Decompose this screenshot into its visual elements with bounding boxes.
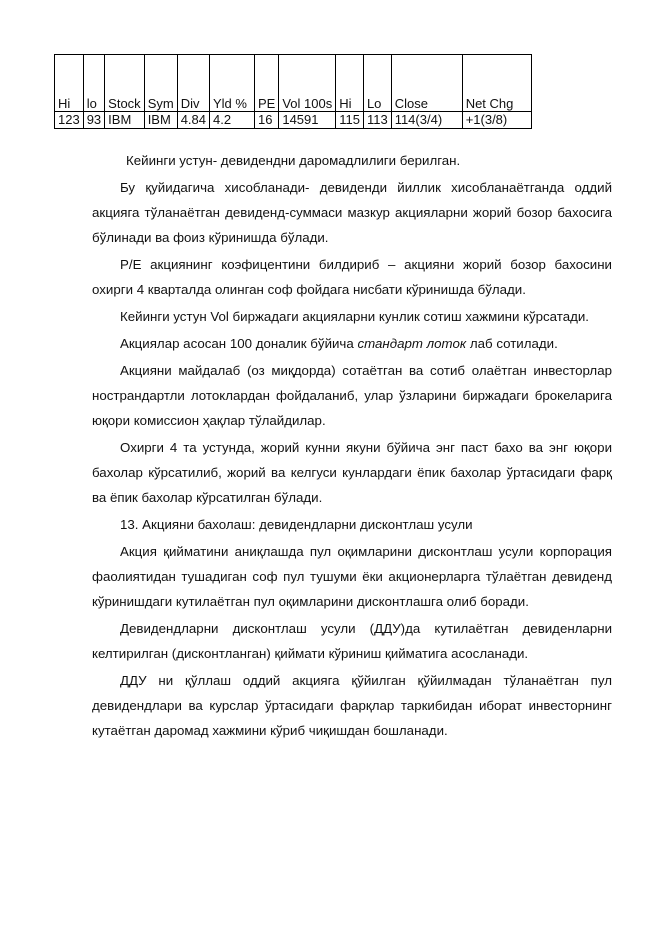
paragraph-last-columns: Охирги 4 та устунда, жорий кунни якуни бўйича энг паст бахо ва энг юқори бахолар кўрсатилиб, жорий ва келгуси кунлардаги ёпик бахолар ўртасидаги фарқ ва ёпик бахолар кўрсатилган бўлади. bbox=[92, 440, 612, 505]
col-header-yld: Yld % bbox=[210, 55, 255, 112]
paragraph-volume: Кейинги устун Vol биржадаги акцияларни кунлик сотиш хажмини кўрсатади. bbox=[120, 309, 589, 324]
col-header-div: Div bbox=[177, 55, 209, 112]
paragraph-pe-ratio: Р/Е акциянинг коэфицентини билдириб – акцияни жорий бозор бахосини охирги 4 кварталда олинган соф фойдага нисбати кўринишда бўлади. bbox=[92, 257, 612, 297]
table-cell: 16 bbox=[255, 112, 279, 129]
paragraph-dividend-yield: Кейинги устун- девидендни даромадлилиги берилган. bbox=[126, 153, 461, 168]
table-cell: IBM bbox=[144, 112, 177, 129]
table-cell: 4.2 bbox=[210, 112, 255, 129]
table-cell: 93 bbox=[83, 112, 104, 129]
col-header-vol: Vol 100s bbox=[279, 55, 336, 112]
document-body bbox=[92, 148, 612, 745]
table-cell: 114(3/4) bbox=[391, 112, 462, 129]
col-header-hi: Hi bbox=[55, 55, 84, 112]
paragraph-odd-lots: Акцияни майдалаб (оз миқдорда) сотаётган ва сотиб олаётган инвесторлар нострандартли лотоклардан фойдаланиб, улар ўзларини биржадаги брокеларига юқори комиссион ҳақлар тўлайдилар. bbox=[92, 363, 612, 428]
col-header-pe: PE bbox=[255, 55, 279, 112]
paragraph-text: Акциялар асосан 100 доналик бўйича bbox=[120, 336, 358, 351]
table-cell: +1(3/8) bbox=[462, 112, 531, 129]
paragraph-standard-lot bbox=[92, 331, 612, 356]
table-cell: 113 bbox=[363, 112, 391, 129]
table-cell: 115 bbox=[336, 112, 364, 129]
table-cell: 4.84 bbox=[177, 112, 209, 129]
section-heading: 13. Акцияни бахолаш: девидендларни дисконтлаш усули bbox=[120, 517, 473, 532]
stock-quote-table bbox=[54, 54, 532, 129]
paragraph-ddm-definition: Девидендларни дисконтлаш усули (ДДУ)да кутилаётган девиденларни келтирилган (дисконтланган) қиймати кўриниш қийматига асосланади. bbox=[92, 621, 612, 661]
col-header-net-chg: Net Chg bbox=[462, 55, 531, 112]
col-header-stock: Stock bbox=[105, 55, 145, 112]
paragraph-dcf-method: Акция қийматини аниқлашда пул оқимларини дисконтлаш усули корпорация фаолиятидан тушадиган соф пул тушуми ёки акционерларга тўлаётган девиденд кўринишдаги кутилаётган пул оқимларини дисконтлашга олиб боради. bbox=[92, 544, 612, 609]
col-header-hi2: Hi bbox=[336, 55, 364, 112]
col-header-sym: Sym bbox=[144, 55, 177, 112]
emphasis-standard-lot: стандарт лоток bbox=[357, 336, 467, 351]
col-header-close: Close bbox=[391, 55, 462, 112]
table-cell: 14591 bbox=[279, 112, 336, 129]
table-cell: 123 bbox=[55, 112, 84, 129]
table-cell: IBM bbox=[105, 112, 145, 129]
table-header-row bbox=[55, 55, 532, 112]
paragraph-ddm-application: ДДУ ни қўллаш оддий акцияга қўйилган қўйилмадан тўланаётган пул девидендлари ва курслар ўртасидаги фарқлар таркибидан иборат инвесторнинг кутаётган даромад хажмини кўриб чиқишдан бошланади. bbox=[92, 673, 612, 738]
col-header-lo: lo bbox=[83, 55, 104, 112]
paragraph-yield-calculation: Бу қуйидагича хисобланади- девиденди йиллик хисобланаётганда оддий акцияга тўланаётган девиденд-суммаси мазкур акцияларни жорий бозор бахосига бўлинади ва фоиз кўринишда бўлади. bbox=[92, 180, 612, 245]
table-row bbox=[55, 112, 532, 129]
paragraph-text: лаб сотилади. bbox=[466, 336, 558, 351]
col-header-lo2: Lo bbox=[363, 55, 391, 112]
